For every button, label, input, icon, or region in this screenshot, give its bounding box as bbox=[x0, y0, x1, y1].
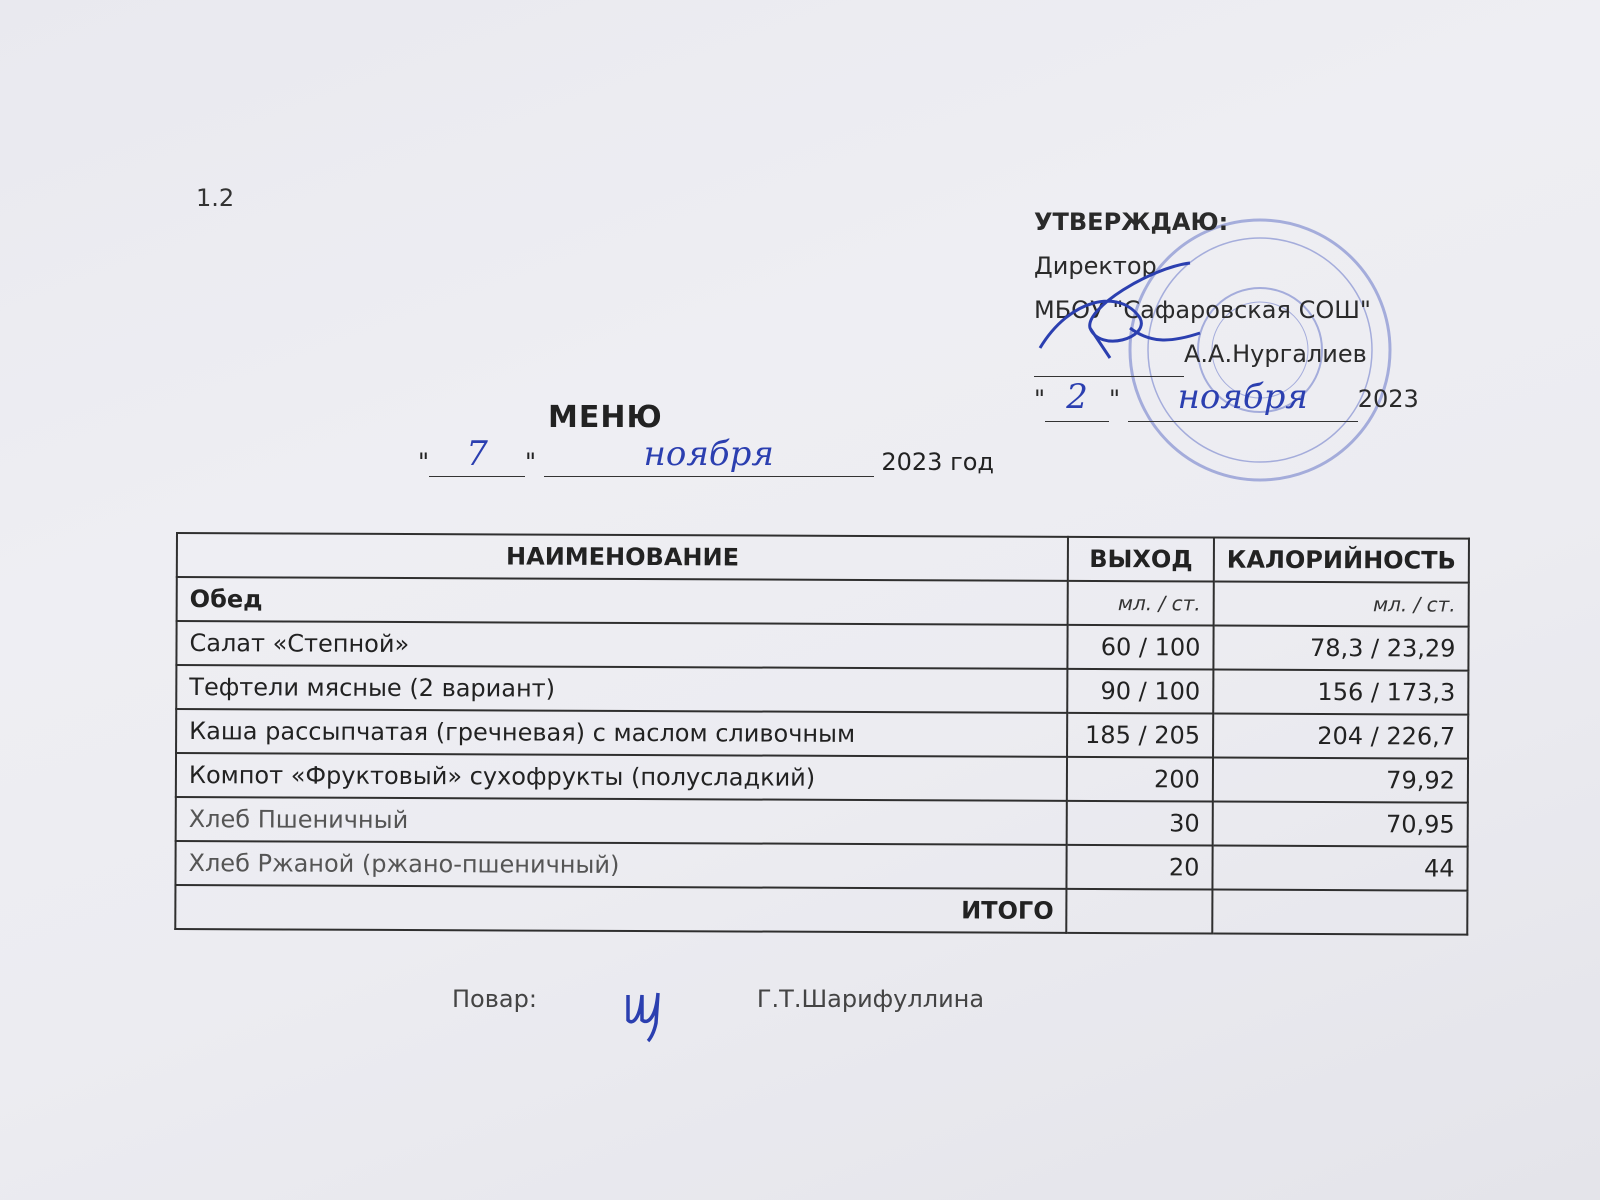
quote-open: " bbox=[418, 448, 430, 476]
organization-name: МБОУ "Сафаровская СОШ" bbox=[1034, 296, 1371, 324]
dish-name: Хлеб Ржаной (ржано-пшеничный) bbox=[175, 841, 1066, 889]
dish-output: 185 / 205 bbox=[1067, 713, 1213, 758]
menu-day: 7 bbox=[466, 434, 488, 474]
quote-close: " bbox=[525, 448, 537, 476]
dish-calories: 79,92 bbox=[1213, 758, 1468, 803]
director-signature-icon bbox=[1030, 258, 1210, 368]
approval-title: УТВЕРЖДАЮ: bbox=[1034, 208, 1229, 236]
menu-day-blank bbox=[429, 434, 525, 477]
cook-name: Г.Т.Шарифуллина bbox=[756, 985, 985, 1013]
total-row bbox=[175, 885, 1467, 935]
approval-month: ноября bbox=[1177, 377, 1308, 417]
table-row bbox=[176, 621, 1468, 671]
dish-calories: 70,95 bbox=[1213, 802, 1468, 847]
header-name: НАИМЕНОВАНИЕ bbox=[177, 533, 1068, 581]
approval-month-blank bbox=[1128, 377, 1358, 422]
menu-table bbox=[174, 532, 1470, 936]
dish-name: Компот «Фруктовый» сухофрукты (полусладкий) bbox=[176, 753, 1067, 801]
dish-calories: 204 / 226,7 bbox=[1213, 714, 1468, 759]
dish-output: 20 bbox=[1067, 845, 1213, 890]
total-output bbox=[1067, 889, 1213, 934]
director-name: А.А.Нургалиев bbox=[1184, 340, 1367, 368]
table-header-row bbox=[177, 533, 1469, 583]
table-row bbox=[176, 797, 1468, 847]
table-row bbox=[175, 841, 1467, 891]
menu-date bbox=[418, 434, 994, 477]
dish-calories: 44 bbox=[1212, 846, 1467, 891]
approval-year: 2023 bbox=[1357, 385, 1419, 413]
total-label: ИТОГО bbox=[175, 885, 1066, 933]
section-row bbox=[177, 577, 1469, 627]
menu-month-blank bbox=[544, 434, 874, 477]
dish-name: Хлеб Пшеничный bbox=[176, 797, 1067, 845]
calories-unit: мл. / ст. bbox=[1214, 582, 1469, 627]
menu-title: МЕНЮ bbox=[548, 400, 663, 435]
output-unit: мл. / ст. bbox=[1068, 581, 1214, 626]
menu-month: ноября bbox=[643, 434, 774, 474]
table-row bbox=[176, 709, 1468, 759]
approval-date bbox=[1034, 377, 1454, 422]
cook-signature-icon bbox=[620, 975, 700, 1045]
table-row bbox=[176, 753, 1468, 803]
dish-output: 200 bbox=[1067, 757, 1213, 802]
dish-calories: 156 / 173,3 bbox=[1213, 670, 1468, 715]
approval-day: 2 bbox=[1066, 377, 1088, 417]
table-row bbox=[176, 665, 1468, 715]
total-calories bbox=[1212, 890, 1467, 935]
dish-name: Тефтели мясные (2 вариант) bbox=[176, 665, 1067, 713]
dish-output: 30 bbox=[1067, 801, 1213, 846]
dish-name: Каша рассыпчатая (гречневая) с маслом сливочным bbox=[176, 709, 1067, 757]
document-number: 1.2 bbox=[196, 184, 235, 212]
cook-signature-row bbox=[452, 985, 984, 1013]
quote-close: " bbox=[1109, 385, 1121, 413]
cook-label: Повар: bbox=[452, 985, 537, 1013]
director-position: Директор bbox=[1034, 252, 1157, 280]
section-name: Обед bbox=[177, 577, 1068, 625]
quote-open: " bbox=[1034, 385, 1046, 413]
dish-output: 90 / 100 bbox=[1068, 669, 1214, 714]
header-calories: КАЛОРИЙНОСТЬ bbox=[1214, 538, 1469, 583]
approval-day-blank bbox=[1045, 377, 1109, 422]
dish-name: Салат «Степной» bbox=[176, 621, 1067, 669]
menu-year: 2023 год bbox=[881, 448, 994, 476]
dish-output: 60 / 100 bbox=[1068, 625, 1214, 670]
header-output: ВЫХОД bbox=[1068, 537, 1214, 582]
dish-calories: 78,3 / 23,29 bbox=[1213, 626, 1468, 671]
